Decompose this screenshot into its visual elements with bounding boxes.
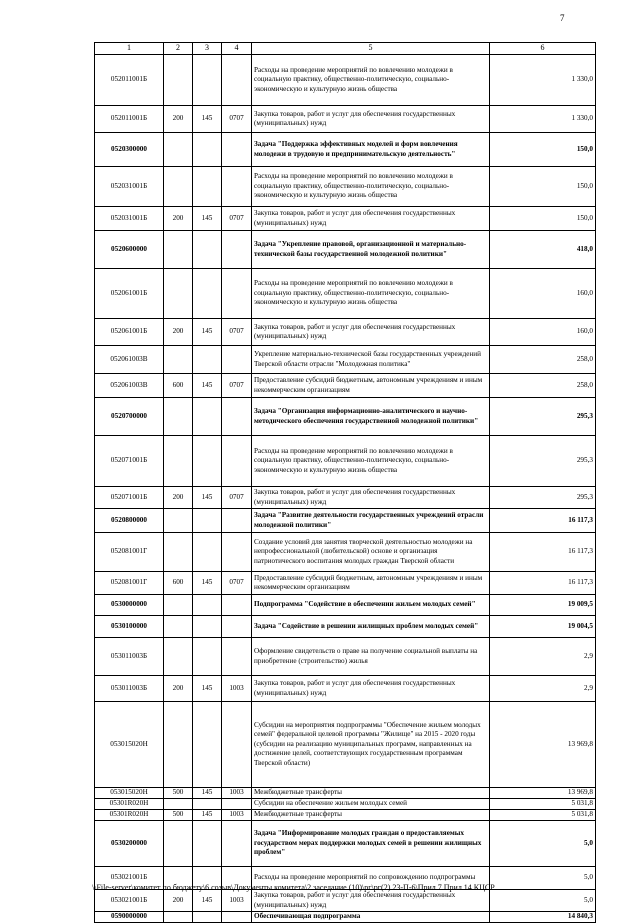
section-code-cell	[222, 912, 252, 923]
description-cell: Задача "Содействие в решении жилищных проблем молодых семей"	[252, 616, 490, 638]
table-row	[95, 269, 596, 319]
section-code-cell	[222, 398, 252, 436]
expense-type-cell	[164, 55, 193, 106]
expense-type-cell	[164, 912, 193, 923]
table-row	[95, 810, 596, 821]
description-cell: Создание условий для занятия творческой деятельностью молодежи на непрофессиональной (любительской) основе и организация патриотического воспитания молодых граждан Тверской области	[252, 533, 490, 572]
admin-code-cell	[193, 167, 222, 207]
admin-code-cell	[193, 398, 222, 436]
amount-cell: 160,0	[490, 269, 596, 319]
description-cell: Предоставление субсидий бюджетным, автономным учреждениям и иным некоммерческим организациям	[252, 374, 490, 398]
kcsr-code-cell: 052071001Б	[95, 487, 164, 509]
description-cell: Задача "Поддержка эффективных моделей и форм вовлечения молодежи в трудовую и предпринимательскую деятельность"	[252, 133, 490, 167]
admin-code-cell	[193, 533, 222, 572]
section-code-cell	[222, 616, 252, 638]
description-cell: Закупка товаров, работ и услуг для обеспечения государственных (муниципальных) нужд	[252, 487, 490, 509]
kcsr-code-cell: 0590000000	[95, 912, 164, 923]
column-header: 1	[95, 43, 164, 55]
table-row	[95, 106, 596, 133]
admin-code-cell	[193, 231, 222, 269]
expense-type-cell: 600	[164, 572, 193, 595]
section-code-cell: 0707	[222, 572, 252, 595]
kcsr-code-cell: 0520800000	[95, 509, 164, 533]
column-header: 6	[490, 43, 596, 55]
description-cell: Предоставление субсидий бюджетным, автономным учреждениям и иным некоммерческим организациям	[252, 572, 490, 595]
table-row	[95, 509, 596, 533]
amount-cell: 150,0	[490, 207, 596, 231]
expense-type-cell: 200	[164, 487, 193, 509]
kcsr-code-cell: 05301R020Н	[95, 810, 164, 821]
kcsr-code-cell: 0530200000	[95, 821, 164, 867]
amount-cell: 5,0	[490, 821, 596, 867]
expense-type-cell	[164, 595, 193, 616]
amount-cell: 19 004,5	[490, 616, 596, 638]
amount-cell: 16 117,3	[490, 533, 596, 572]
expense-type-cell	[164, 398, 193, 436]
section-code-cell	[222, 167, 252, 207]
admin-code-cell	[193, 133, 222, 167]
expense-type-cell	[164, 133, 193, 167]
admin-code-cell	[193, 595, 222, 616]
table-row	[95, 890, 596, 912]
table-row	[95, 231, 596, 269]
expense-type-cell	[164, 509, 193, 533]
table-row	[95, 133, 596, 167]
admin-code-cell	[193, 912, 222, 923]
admin-code-cell: 145	[193, 810, 222, 821]
description-cell: Оформление свидетельств о праве на получение социальной выплаты на приобретение (строительство) жилья	[252, 638, 490, 676]
expense-type-cell	[164, 167, 193, 207]
kcsr-code-cell: 052061003В	[95, 374, 164, 398]
table-row	[95, 487, 596, 509]
kcsr-code-cell: 053011003Б	[95, 676, 164, 702]
expense-type-cell	[164, 533, 193, 572]
expense-type-cell	[164, 231, 193, 269]
section-code-cell	[222, 821, 252, 867]
admin-code-cell: 145	[193, 374, 222, 398]
description-cell: Задача "Информирование молодых граждан о предоставляемых государством мерах поддержки молодых семей в решении жилищных проблем"	[252, 821, 490, 867]
table-row	[95, 676, 596, 702]
kcsr-code-cell: 053021001Б	[95, 867, 164, 890]
table-row	[95, 436, 596, 487]
expense-type-cell	[164, 436, 193, 487]
admin-code-cell: 145	[193, 319, 222, 346]
expense-type-cell: 500	[164, 788, 193, 799]
amount-cell: 1 330,0	[490, 55, 596, 106]
admin-code-cell: 145	[193, 676, 222, 702]
description-cell: Закупка товаров, работ и услуг для обеспечения государственных (муниципальных) нужд	[252, 676, 490, 702]
admin-code-cell	[193, 269, 222, 319]
amount-cell: 1 330,0	[490, 106, 596, 133]
table-row	[95, 616, 596, 638]
amount-cell: 258,0	[490, 346, 596, 374]
kcsr-code-cell: 052011001Б	[95, 55, 164, 106]
section-code-cell: 0707	[222, 106, 252, 133]
description-cell: Задача "Развитие деятельности государственных учреждений отрасли молодежной политики"	[252, 509, 490, 533]
description-cell: Подпрограмма "Содействие в обеспечении жильем молодых семей"	[252, 595, 490, 616]
column-header: 5	[252, 43, 490, 55]
kcsr-code-cell: 052081001Г	[95, 533, 164, 572]
description-cell: Субсидии на мероприятия подпрограммы "Обеспечение жильем молодых семей" федеральной целевой программы "Жилище" на 2015 - 2020 годы (субсидии на реализацию муниципальных программ, направленных на достижение целей, соответствующих государственным программам Тверской области)	[252, 702, 490, 788]
admin-code-cell	[193, 821, 222, 867]
expense-type-cell: 200	[164, 319, 193, 346]
amount-cell: 5,0	[490, 867, 596, 890]
description-cell: Расходы на проведение мероприятий по вовлечению молодежи в социальную практику, общественно-политическую, социально-экономическую и культурную жизнь общества	[252, 55, 490, 106]
amount-cell: 295,3	[490, 487, 596, 509]
table-row	[95, 207, 596, 231]
admin-code-cell	[193, 346, 222, 374]
admin-code-cell	[193, 509, 222, 533]
kcsr-code-cell: 052071001Б	[95, 436, 164, 487]
amount-cell: 258,0	[490, 374, 596, 398]
expense-type-cell	[164, 821, 193, 867]
amount-cell: 150,0	[490, 167, 596, 207]
admin-code-cell: 145	[193, 572, 222, 595]
expense-type-cell: 200	[164, 890, 193, 912]
description-cell: Субсидии на обеспечение жильем молодых семей	[252, 799, 490, 810]
table-row	[95, 638, 596, 676]
table-row	[95, 595, 596, 616]
description-cell: Укрепление материально-технической базы государственных учреждений Тверской области отрасли "Молодежная политика"	[252, 346, 490, 374]
amount-cell: 13 969,8	[490, 788, 596, 799]
description-cell: Расходы на проведение мероприятий по вовлечению молодежи в социальную практику, общественно-политическую, социально-экономическую и культурную жизнь общества	[252, 167, 490, 207]
section-code-cell: 0707	[222, 487, 252, 509]
kcsr-code-cell: 052031001Б	[95, 167, 164, 207]
expense-type-cell: 500	[164, 810, 193, 821]
kcsr-code-cell: 052061003В	[95, 346, 164, 374]
amount-cell: 13 969,8	[490, 702, 596, 788]
section-code-cell: 1003	[222, 810, 252, 821]
amount-cell: 16 117,3	[490, 572, 596, 595]
kcsr-code-cell: 0530000000	[95, 595, 164, 616]
table-row	[95, 821, 596, 867]
kcsr-code-cell: 053021001Б	[95, 890, 164, 912]
admin-code-cell: 145	[193, 106, 222, 133]
expense-type-cell: 600	[164, 374, 193, 398]
table-row	[95, 702, 596, 788]
kcsr-code-cell: 052061001Б	[95, 269, 164, 319]
amount-cell: 150,0	[490, 133, 596, 167]
kcsr-code-cell: 052011001Б	[95, 106, 164, 133]
section-code-cell	[222, 231, 252, 269]
amount-cell: 5 031,8	[490, 810, 596, 821]
expense-type-cell: 200	[164, 207, 193, 231]
expense-type-cell	[164, 799, 193, 810]
table-row	[95, 533, 596, 572]
description-cell: Расходы на проведение мероприятий по сопровождению подпрограммы	[252, 867, 490, 890]
table-row	[95, 788, 596, 799]
table-row	[95, 374, 596, 398]
amount-cell: 19 009,5	[490, 595, 596, 616]
description-cell: Расходы на проведение мероприятий по вовлечению молодежи в социальную практику, общественно-политическую, социально-экономическую и культурную жизнь общества	[252, 269, 490, 319]
table-row	[95, 912, 596, 923]
kcsr-code-cell: 0520700000	[95, 398, 164, 436]
kcsr-code-cell: 0520300000	[95, 133, 164, 167]
kcsr-code-cell: 053015020Н	[95, 702, 164, 788]
admin-code-cell: 145	[193, 788, 222, 799]
expense-type-cell	[164, 702, 193, 788]
column-header: 2	[164, 43, 193, 55]
admin-code-cell	[193, 55, 222, 106]
section-code-cell	[222, 509, 252, 533]
table-row	[95, 346, 596, 374]
amount-cell: 2,9	[490, 638, 596, 676]
kcsr-code-cell: 0520600000	[95, 231, 164, 269]
kcsr-code-cell: 0530100000	[95, 616, 164, 638]
admin-code-cell	[193, 616, 222, 638]
column-header: 3	[193, 43, 222, 55]
table-row	[95, 398, 596, 436]
section-code-cell	[222, 55, 252, 106]
admin-code-cell: 145	[193, 207, 222, 231]
expense-type-cell: 200	[164, 106, 193, 133]
amount-cell: 2,9	[490, 676, 596, 702]
section-code-cell	[222, 638, 252, 676]
table-row	[95, 572, 596, 595]
section-code-cell	[222, 346, 252, 374]
expense-type-cell	[164, 269, 193, 319]
description-cell: Задача "Укрепление правовой, организационной и материально-технической базы государственной молодежной политики"	[252, 231, 490, 269]
description-cell: Закупка товаров, работ и услуг для обеспечения государственных (муниципальных) нужд	[252, 207, 490, 231]
table-body	[95, 55, 596, 923]
description-cell: Закупка товаров, работ и услуг для обеспечения государственных (муниципальных) нужд	[252, 319, 490, 346]
amount-cell: 418,0	[490, 231, 596, 269]
description-cell: Задача "Организация информационно-аналитического и научно-методического обеспечения государственной молодежной политики"	[252, 398, 490, 436]
admin-code-cell: 145	[193, 487, 222, 509]
kcsr-code-cell: 053011003Б	[95, 638, 164, 676]
description-cell: Межбюджетные трансферты	[252, 788, 490, 799]
file-path-footer: \\File-server\комитет по бюджету\6 созыв\Документы комитета\2 заседание (10)\рг\рг(2) 23-П-6\Прил 7 Прил 14 КЦСР	[92, 883, 495, 892]
admin-code-cell	[193, 702, 222, 788]
table-row	[95, 167, 596, 207]
kcsr-code-cell: 053015020Н	[95, 788, 164, 799]
section-code-cell	[222, 533, 252, 572]
amount-cell: 14 840,3	[490, 912, 596, 923]
expense-type-cell: 200	[164, 676, 193, 702]
amount-cell: 160,0	[490, 319, 596, 346]
kcsr-code-cell: 052061001Б	[95, 319, 164, 346]
expense-type-cell	[164, 638, 193, 676]
amount-cell: 5 031,8	[490, 799, 596, 810]
description-cell: Закупка товаров, работ и услуг для обеспечения государственных (муниципальных) нужд	[252, 890, 490, 912]
description-cell: Межбюджетные трансферты	[252, 810, 490, 821]
description-cell: Расходы на проведение мероприятий по вовлечению молодежи в социальную практику, общественно-политическую, социально-экономическую и культурную жизнь общества	[252, 436, 490, 487]
column-header: 4	[222, 43, 252, 55]
section-code-cell: 1003	[222, 788, 252, 799]
section-code-cell	[222, 269, 252, 319]
section-code-cell: 0707	[222, 319, 252, 346]
table-row	[95, 799, 596, 810]
section-code-cell	[222, 595, 252, 616]
admin-code-cell: 145	[193, 890, 222, 912]
admin-code-cell	[193, 799, 222, 810]
section-code-cell: 1003	[222, 890, 252, 912]
section-code-cell	[222, 436, 252, 487]
admin-code-cell	[193, 638, 222, 676]
section-code-cell	[222, 702, 252, 788]
section-code-cell	[222, 799, 252, 810]
amount-cell: 295,3	[490, 398, 596, 436]
description-cell: Обеспечивающая подпрограмма	[252, 912, 490, 923]
table-header-row	[95, 43, 596, 55]
amount-cell: 16 117,3	[490, 509, 596, 533]
section-code-cell: 0707	[222, 374, 252, 398]
table-row	[95, 319, 596, 346]
section-code-cell: 0707	[222, 207, 252, 231]
expense-type-cell	[164, 616, 193, 638]
description-cell: Закупка товаров, работ и услуг для обеспечения государственных (муниципальных) нужд	[252, 106, 490, 133]
kcsr-code-cell: 052031001Б	[95, 207, 164, 231]
section-code-cell: 1003	[222, 676, 252, 702]
kcsr-code-cell: 052081001Г	[95, 572, 164, 595]
admin-code-cell	[193, 436, 222, 487]
expense-type-cell	[164, 346, 193, 374]
amount-cell: 5,0	[490, 890, 596, 912]
page-number: 7	[560, 13, 565, 23]
table-row	[95, 55, 596, 106]
kcsr-code-cell: 05301R020Н	[95, 799, 164, 810]
amount-cell: 295,3	[490, 436, 596, 487]
section-code-cell	[222, 133, 252, 167]
budget-table	[94, 42, 596, 923]
